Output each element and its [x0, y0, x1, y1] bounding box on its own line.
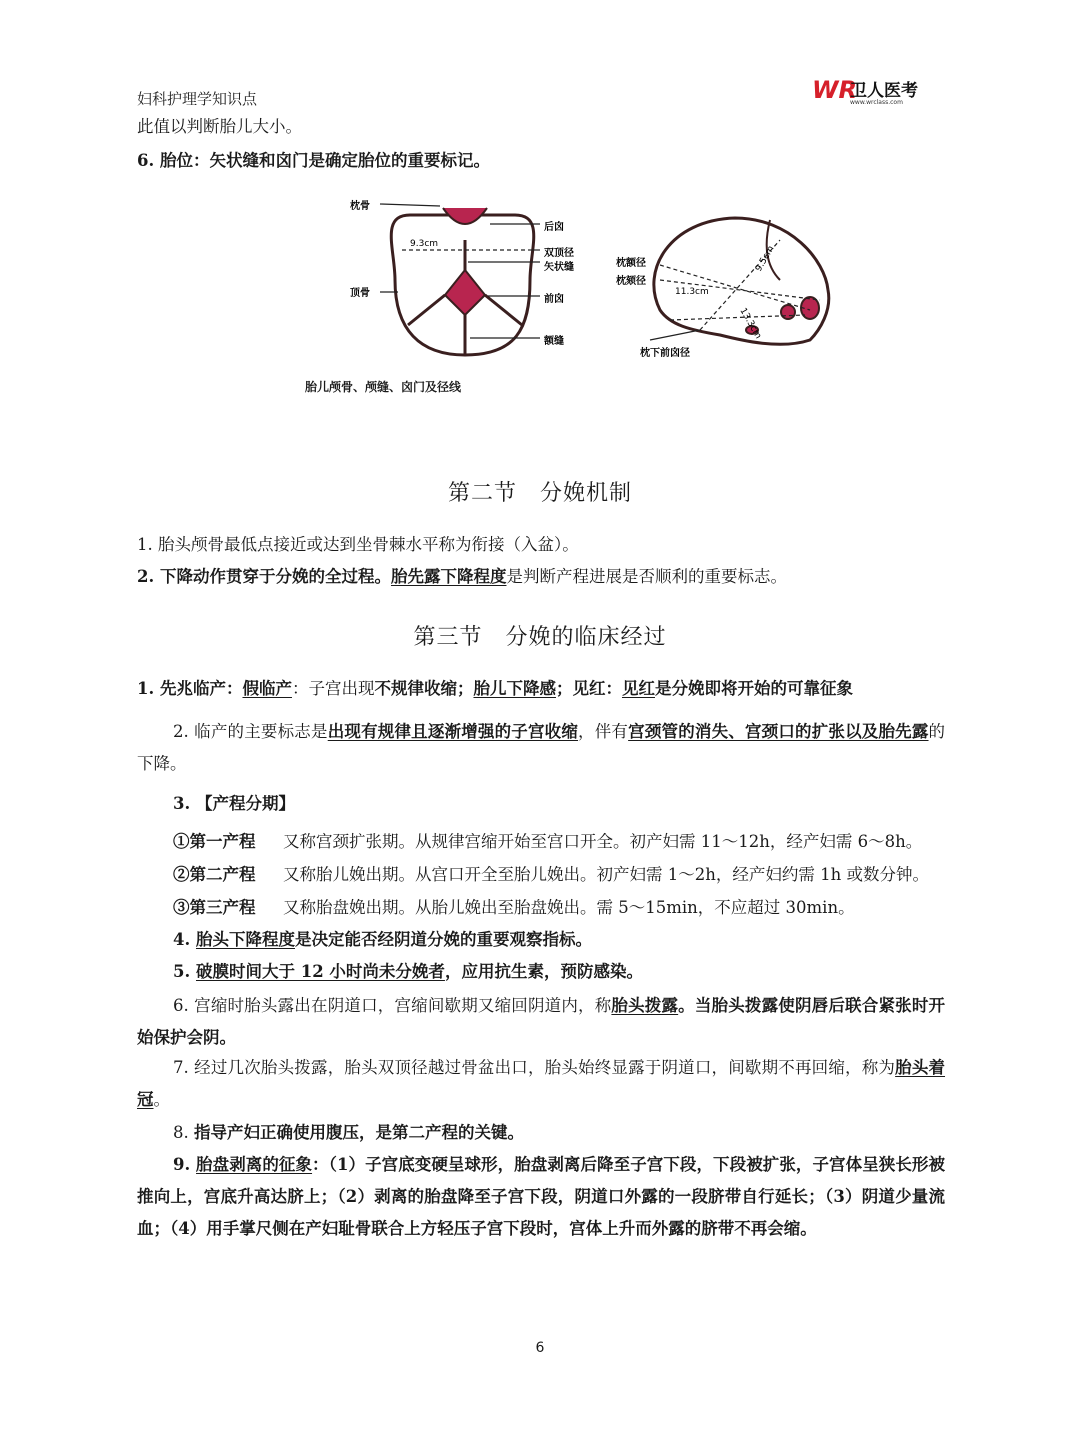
section-2-title: 第二节 分娩机制: [447, 481, 632, 506]
label-occipital-bone: 枕骨: [350, 201, 370, 212]
section-3-point-9: 9. 胎盘剥离的征象：（1）子宫底变硬呈球形，胎盘剥离后降至子宫下段，下段被扩张，子宫体呈狭长形被推向上，宫底升高达脐上；（2）剥离的胎盘降至子宫下段，阴道口外露的一段脐带自行延长；（3）阴道少量流血；（4）用手掌尺侧在产妇耻骨联合上方轻压子宫下段时，宫体上升而外露的脐带不再会缩。: [137, 1155, 945, 1238]
intro-line-2: 6. 胎位：矢状缝和囟门是确定胎位的重要标记。: [137, 151, 490, 170]
label-parietal-bone: 顶骨: [350, 288, 370, 299]
intro-line-1: 此值以判断胎儿大小。: [137, 117, 302, 136]
page-number: 6: [535, 1340, 545, 1356]
section-3-point-5: 5. 破膜时间大于 12 小时尚未分娩者，应用抗生素，预防感染。: [173, 962, 643, 981]
label-measure-left: 9.3cm: [410, 239, 439, 249]
section-3-point-3: 3. 【产程分期】: [173, 794, 295, 813]
section-3-point-8: 8. 指导产妇正确使用腹压，是第二产程的关键。: [173, 1123, 524, 1142]
fetal-skull-figure: [340, 190, 840, 370]
label-anterior-fontanel: 前囟: [544, 294, 564, 305]
stage-1: ①第一产程 又称宫颈扩张期。从规律宫缩开始至宫口开全。初产妇需 11～12h，经产妇需 6～8h。: [173, 832, 923, 851]
brand-logo: [812, 76, 932, 106]
label-measure-m1: 11.3cm: [675, 287, 709, 297]
logo-text: 卫人医考: [850, 81, 918, 101]
figure-caption: 胎儿颅骨、颅缝、囟门及径线: [305, 380, 462, 394]
stage-3: ③第三产程 又称胎盘娩出期。从胎儿娩出至胎盘娩出。需 5～15min，不应超过 30min。: [173, 898, 855, 917]
section-3-title: 第三节 分娩的临床经过: [413, 625, 667, 650]
section-3-point-4: 4. 胎头下降程度是决定能否经阴道分娩的重要观察指标。: [173, 930, 592, 949]
section-3-point-6: 6. 宫缩时胎头露出在阴道口，宫缩间歇期又缩回阴道内，称胎头拨露。当胎头拨露使阴唇后联合紧张时开始保护会阴。: [137, 996, 946, 1047]
section-3-point-2: 2. 临产的主要标志是出现有规律且逐渐增强的子宫收缩，伴有宫颈管的消失、宫颈口的扩张以及胎先露的下降。: [137, 722, 946, 773]
section-2-point-1: 1. 胎头颅骨最低点接近或达到坐骨棘水平称为衔接（入盆）。: [137, 535, 579, 554]
label-posterior-fontanel: 后囟: [544, 222, 564, 233]
section-3-point-1: 1. 先兆临产：假临产：子宫出现不规律收缩；胎儿下降感；见红：见红是分娩即将开始的可靠征象: [137, 679, 853, 698]
label-coronal-suture: 额缝: [544, 336, 564, 347]
label-occipitofrontal: 枕额径: [616, 258, 646, 269]
label-measure-m3: 13.3cm: [737, 306, 763, 341]
label-measure-m2: 9.5cm: [753, 244, 777, 274]
label-suboccipitobregmatic: 枕下前囟径: [640, 348, 690, 359]
logo-letters: WR: [812, 76, 857, 104]
label-sagittal-suture: 矢状缝: [544, 262, 574, 273]
document-header-title: 妇科护理学知识点: [137, 90, 258, 108]
stage-2: ②第二产程 又称胎儿娩出期。从宫口开全至胎儿娩出。初产妇需 1～2h，经产妇约需 1h 或数分钟。: [173, 865, 929, 884]
skull-side-view: [654, 218, 829, 344]
logo-url: www.wrclass.com: [850, 99, 903, 106]
skull-top-view: [391, 208, 534, 355]
section-2-point-2: 2. 下降动作贯穿于分娩的全过程。胎先露下降程度是判断产程进展是否顺利的重要标志。: [137, 567, 787, 586]
label-biparietal: 双顶径: [544, 248, 574, 259]
label-occipitomental: 枕颏径: [616, 276, 646, 287]
section-3-point-7: 7. 经过几次胎头拨露，胎头双顶径越过骨盆出口，胎头始终显露于阴道口，间歇期不再回缩，称为胎头着冠。: [137, 1058, 946, 1109]
